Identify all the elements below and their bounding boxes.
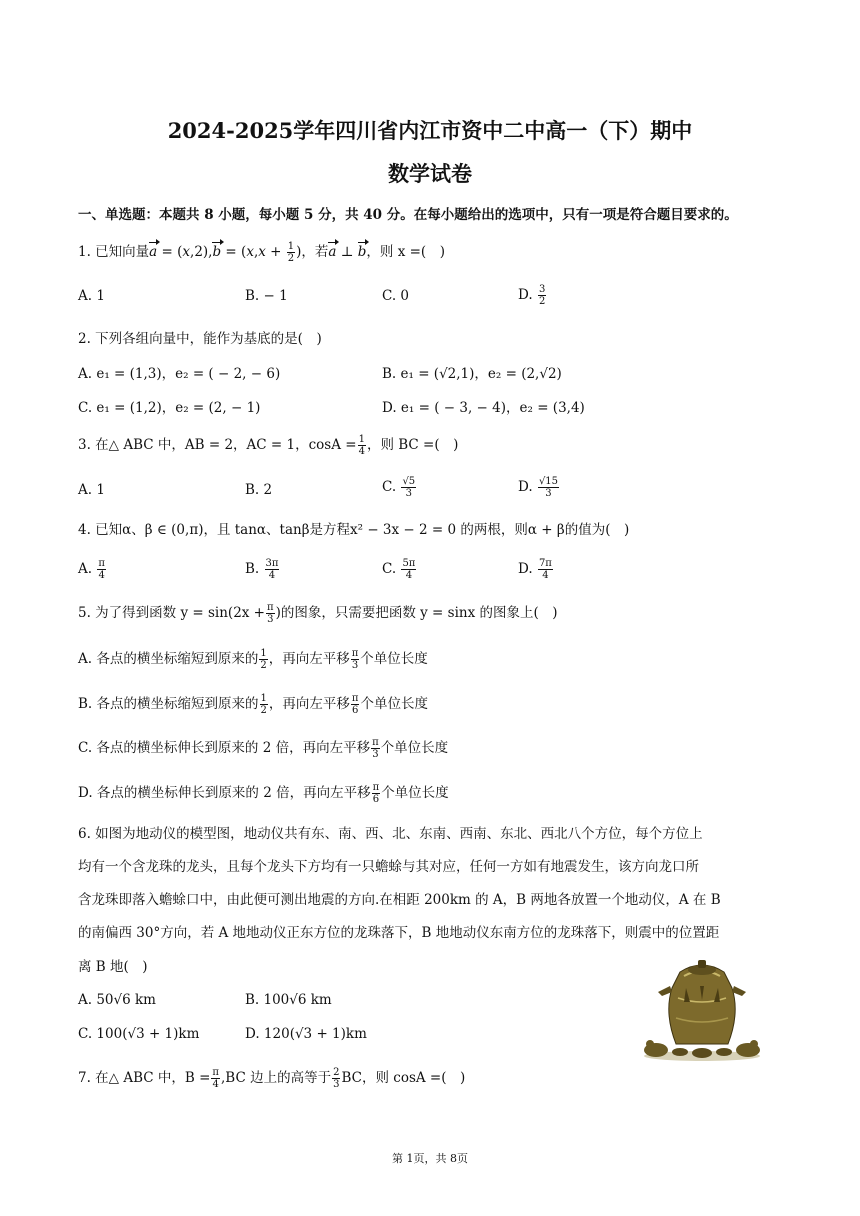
- page-title: 2024-2025学年四川省内江市资中二中高一（下）期中: [167, 118, 693, 143]
- q1-option-a: A. 1: [78, 288, 105, 304]
- q1-option-d: D. $\frac{3}{2}$: [518, 284, 546, 307]
- q6-line-4: 的南偏西 30°方向，若 A 地地动仪正东方位的龙珠落下，B 地地动仪东南方位的龙珠落下，则震中的位置距: [78, 925, 720, 941]
- q3-option-d: D. $\frac{√15}{3}$: [518, 476, 559, 499]
- q4-option-b: B. $\frac{3\pi}{4}$: [245, 558, 279, 581]
- seismograph-illustration: [640, 958, 765, 1063]
- q6-line-5: 离 B 地( ): [78, 959, 148, 975]
- q4-option-a: A. $\frac{\pi}{4}$: [78, 558, 105, 581]
- q6-option-b: B. 100√6 km: [245, 992, 332, 1008]
- q5-option-c: C. 各点的横坐标伸长到原来的 2 倍，再向左平移 $\frac{\pi}{3}$ 个单位长度: [78, 737, 449, 760]
- question-5-stem: 5. 为了得到函数 y = sin(2x + $\frac{\pi}{3}$ )的图象，只需要把函数 y = sinx 的图象上( ): [78, 602, 558, 625]
- q6-line-2: 均有一个含龙珠的龙头，且每个龙头下方均有一只蟾蜍与其对应，任何一方如有地震发生，该方向龙口所: [78, 859, 699, 875]
- question-2-stem: 2. 下列各组向量中，能作为基底的是( ): [78, 331, 322, 347]
- q6-option-d: D. 120(√3 + 1)km: [245, 1026, 367, 1042]
- q1-option-b: B. − 1: [245, 288, 288, 304]
- page-footer: 第 1页，共 8页: [392, 1152, 468, 1165]
- q2-option-a: A. e₁ = (1,3)，e₂ = ( − 2, − 6): [78, 366, 281, 382]
- q4-option-d: D. $\frac{7\pi}{4}$: [518, 558, 552, 581]
- q2-option-b: B. e₁ = (√2,1)，e₂ = (2,√2): [382, 366, 562, 382]
- question-1-stem: 1. 已知向量a = (x,2),b = (x,x + $\frac{1}{2}$ )，若a ⊥ b，则 x =( ): [78, 241, 445, 264]
- page-subtitle: 数学试卷: [388, 161, 472, 186]
- q6-line-3: 含龙珠即落入蟾蜍口中，由此便可测出地震的方向.在相距 200km 的 A，B 两地各放置一个地动仪，A 在 B: [78, 892, 721, 908]
- q2-option-d: D. e₁ = ( − 3, − 4)，e₂ = (3,4): [382, 400, 585, 416]
- q5-option-a: A. 各点的横坐标缩短到原来的 $\frac{1}{2}$ ，再向左平移 $\frac{\pi}{3}$ 个单位长度: [78, 648, 428, 671]
- q2-option-c: C. e₁ = (1,2)，e₂ = (2, − 1): [78, 400, 261, 416]
- q5-option-b: B. 各点的横坐标缩短到原来的 $\frac{1}{2}$ ，再向左平移 $\frac{\pi}{6}$ 个单位长度: [78, 693, 428, 716]
- q3-option-b: B. 2: [245, 482, 273, 498]
- q5-option-d: D. 各点的横坐标伸长到原来的 2 倍，再向左平移 $\frac{\pi}{6}$ 个单位长度: [78, 782, 449, 805]
- q6-option-a: A. 50√6 km: [78, 992, 156, 1008]
- q6-option-c: C. 100(√3 + 1)km: [78, 1026, 200, 1042]
- question-3-stem: 3. 在△ ABC 中，AB = 2，AC = 1，cosA = $\frac{1}{4}$ ，则 BC =( ): [78, 434, 459, 457]
- q6-line-1: 6. 如图为地动仪的模型图，地动仪共有东、南、西、北、东南、西南、东北、西北八个方位，每个方位上: [78, 826, 703, 842]
- section-heading: 一、单选题：本题共 8 小题，每小题 5 分，共 40 分。在每小题给出的选项中，只有一项是符合题目要求的。: [78, 207, 738, 223]
- q4-option-c: C. $\frac{5\pi}{4}$: [382, 558, 416, 581]
- question-7-stem: 7. 在△ ABC 中，B = $\frac{\pi}{4}$ ,BC 边上的高等于 $\frac{2}{3}$ BC，则 cosA =( ): [78, 1067, 466, 1090]
- question-4-stem: 4. 已知α、β ∈ (0,π)，且 tanα、tanβ是方程x² − 3x − 2 = 0 的两根，则α + β的值为( ): [78, 522, 630, 538]
- q1-option-c: C. 0: [382, 288, 410, 304]
- q3-option-c: C. $\frac{√5}{3}$: [382, 476, 416, 499]
- q3-option-a: A. 1: [78, 482, 105, 498]
